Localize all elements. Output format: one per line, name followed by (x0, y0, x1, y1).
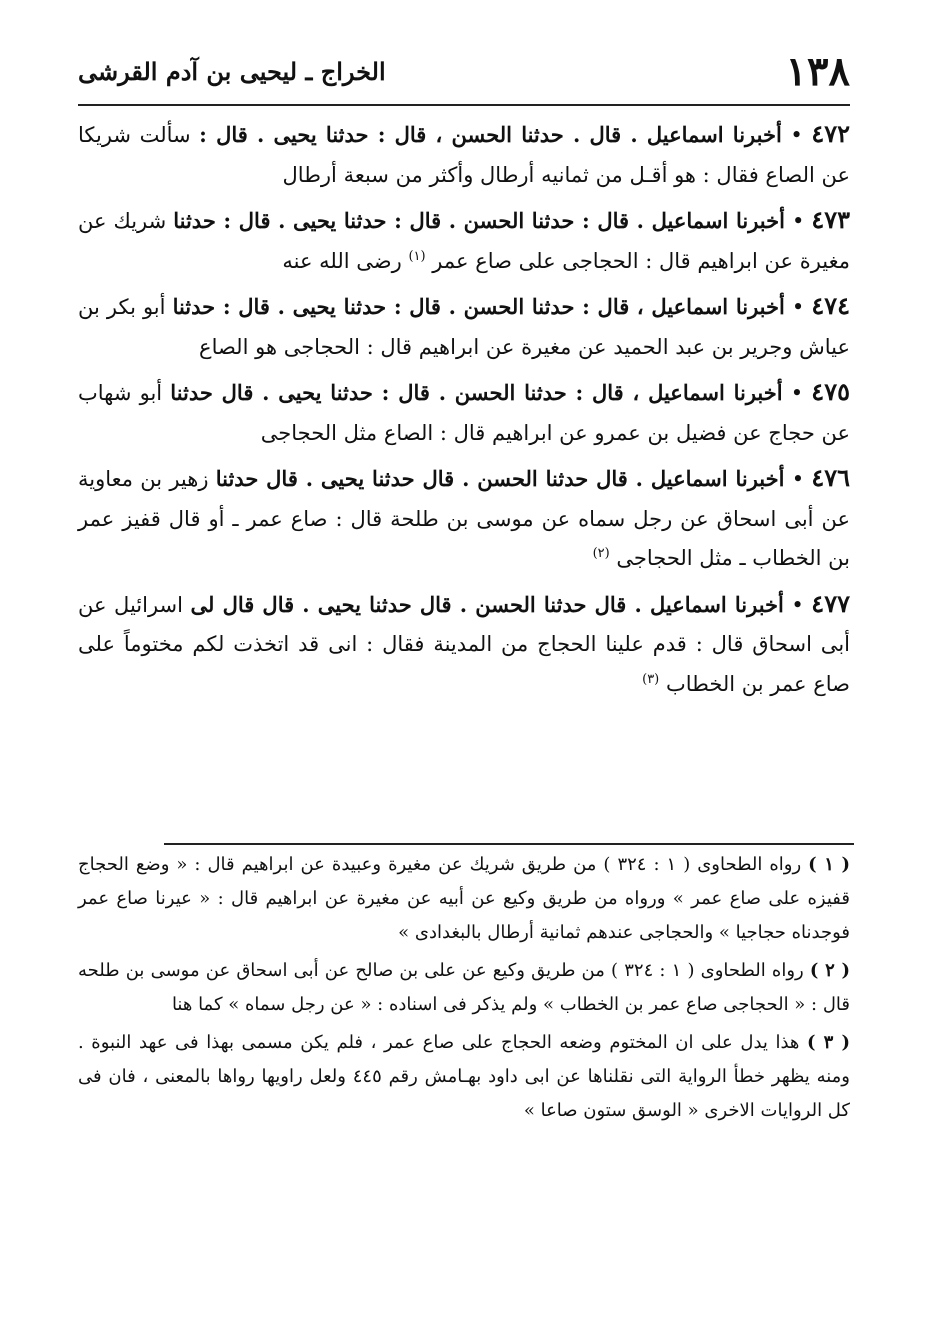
page-header (78, 46, 850, 106)
hadith-number: ٤٧٢ (811, 119, 850, 148)
hadith-isnad: أخبرنا اسماعيل ، قال : حدثنا الحسن . قال : حدثنا يحيى . قال حدثنا (170, 380, 783, 405)
hadith-text: سألت شريكا عن الصاع فقال : هو أقـل من ثمانيه أرطال وأكثر من سبعة أرطال (78, 123, 850, 187)
hadith-476 (78, 458, 850, 579)
footnote-2 (78, 954, 850, 1022)
hadith-text: أبو بكر بن عياش وجرير بن عبد الحميد عن مغيرة عن ابراهيم قال : الحجاجى هو الصاع (78, 295, 850, 359)
hadith-bullet: • (790, 381, 804, 405)
hadith-bullet: • (791, 295, 805, 319)
footnote-ref: (٢) (592, 546, 610, 561)
footnote-text: رواه الطحاوى ( ١ : ٣٢٤ ) من طريق شريك عن مغيرة وعبيدة عن ابراهيم قال : « وضع الحجاج قفيزه على صاع عمر » ورواه من طريق وكيع عن أبيه عن مغيرة عن ابراهيم قال : « عيرنا صاع عمر فوجدناه حجاجيا » والحجاجى عندهم ثمانية أرطال بالبغدادى » (78, 854, 850, 943)
hadith-475 (78, 372, 850, 453)
hadith-tail: رضى الله عنه (282, 248, 402, 273)
hadith-474 (78, 286, 850, 367)
hadith-isnad: أخبرنا اسماعيل ، قال : حدثنا الحسن . قال : حدثنا يحيى . قال : حدثنا (172, 294, 785, 319)
footnote-text: هذا يدل على ان المختوم وضعه الحجاج على صاع عمر ، فلم يكن مسمى بهذا فى عهد النبوة . ومنه يظهر خطأ الرواية التى نقلناها عن ابى داود بهـامش رقم ٤٤٥ ولعل راويها رواها بالمعنى ، فان فى كل الروايات الاخرى « الوسق ستون صاعا » (78, 1032, 850, 1121)
footnote-divider (164, 843, 854, 845)
hadith-bullet: • (791, 209, 805, 233)
hadith-isnad: أخبرنا اسماعيل . قال حدثنا الحسن . قال حدثنا يحيى . قال حدثنا (215, 466, 785, 491)
hadith-472 (78, 114, 850, 195)
hadith-bullet: • (791, 592, 804, 617)
hadith-number: ٤٧٣ (811, 205, 850, 234)
hadith-bullet: • (790, 123, 803, 147)
hadith-list (78, 114, 850, 709)
hadith-text: زهير بن معاوية عن أبى اسحاق عن رجل سماه عن موسى بن طلحة قال : صاع عمر ـ أو قال قفيز عمر بن الخطاب ـ مثل الحجاجى (78, 467, 850, 570)
page-number: ١٣٨ (785, 48, 850, 95)
footnotes (78, 848, 850, 1132)
hadith-text: شريك عن مغيرة عن ابراهيم قال : الحجاجى على صاع عمر (78, 209, 850, 273)
hadith-number: ٤٧٥ (811, 377, 850, 406)
hadith-number: ٤٧٧ (811, 588, 850, 618)
footnote-marker: ( ١ ) (808, 854, 850, 875)
footnote-ref: (٣) (642, 671, 660, 687)
footnote-text: رواه الطحاوى ( ١ : ٣٢٤ ) من طريق وكيع عن على بن صالح عن أبى اسحاق عن موسى بن طلحه قال : « الحجاجى صاع عمر بن الخطاب » ولم يذكر فى اسناده : « عن رجل سماه » كما هنا (78, 960, 850, 1015)
footnote-marker: ( ٣ ) (807, 1032, 850, 1053)
hadith-isnad: أخبرنا اسماعيل . قال : حدثنا الحسن . قال : حدثنا يحيى . قال : حدثنا (173, 208, 785, 233)
hadith-bullet: • (791, 467, 805, 491)
running-title: الخراج ـ ليحيى بن آدم القرشى (78, 57, 386, 86)
hadith-477 (78, 584, 850, 705)
hadith-473 (78, 200, 850, 281)
footnote-marker: ( ٢ ) (809, 960, 850, 981)
hadith-text: اسرائيل عن أبى اسحاق قال : قدم علينا الحجاج من المدينة فقال : انى قد اتخذت لكم مختوماً على صاع عمر بن الخطاب (78, 592, 850, 696)
hadith-text: أبو شهاب عن حجاج عن فضيل بن عمرو عن ابراهيم قال : الصاع مثل الحجاجى (78, 381, 850, 445)
footnote-1 (78, 848, 850, 950)
footnote-ref: (١) (408, 248, 426, 264)
hadith-isnad: أخبرنا اسماعيل . قال . حدثنا الحسن ، قال : حدثنا يحيى . قال : (199, 122, 782, 147)
header-divider (78, 104, 850, 106)
hadith-number: ٤٧٤ (811, 291, 850, 320)
hadith-isnad: أخبرنا اسماعيل . قال حدثنا الحسن . قال حدثنا يحيى . قال قال لى (190, 591, 784, 617)
hadith-number: ٤٧٦ (811, 463, 850, 492)
footnote-3 (78, 1026, 850, 1128)
